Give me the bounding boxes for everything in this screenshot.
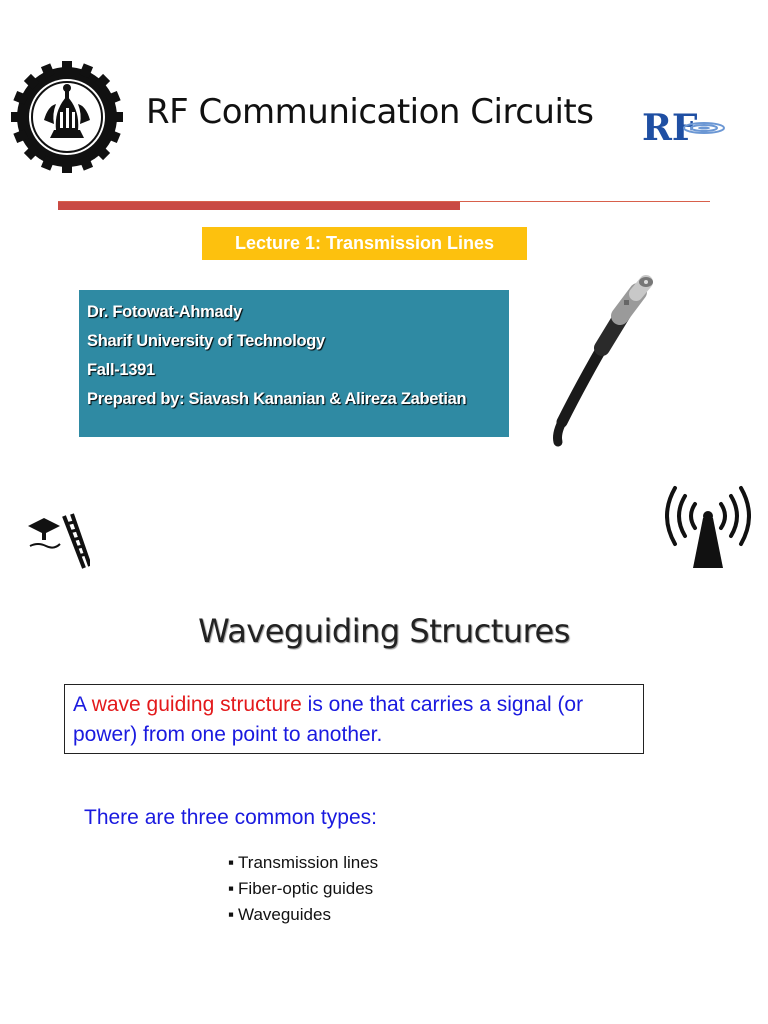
info-box xyxy=(79,290,509,437)
types-list xyxy=(228,850,378,928)
list-item: ▪ Fiber-optic guides xyxy=(228,876,378,902)
rf-logo-icon xyxy=(640,102,730,148)
list-item: ▪ Transmission lines xyxy=(228,850,378,876)
graduation-cap-ladder-icon xyxy=(24,508,90,574)
divider-thick xyxy=(58,202,460,210)
definition-highlight: wave guiding structure xyxy=(91,693,302,716)
slide2-title: Waveguiding Structures xyxy=(198,612,570,650)
wireless-antenna-icon xyxy=(665,484,751,570)
lecture-label: Lecture 1: Transmission Lines xyxy=(234,233,495,253)
lecture-badge xyxy=(202,227,527,260)
rf-logo-text: RF xyxy=(642,107,698,148)
info-line-term: Fall-1391 xyxy=(87,361,155,379)
info-line-preparers: Prepared by: Siavash Kananian & Alireza Zabetian xyxy=(87,390,467,408)
definition-prefix: A xyxy=(73,693,92,716)
list-item: ▪ Waveguides xyxy=(228,902,378,928)
bnc-coax-cable-icon xyxy=(540,262,700,452)
definition-box xyxy=(64,684,644,754)
info-line-author: Dr. Fotowat-Ahmady xyxy=(87,303,243,321)
slide-title: RF Communication Circuits xyxy=(146,92,594,132)
definition-rest: is one that carries a signal (or power) from one point to another. xyxy=(73,693,584,746)
info-line-university: Sharif University of Technology xyxy=(87,332,325,350)
university-seal-icon xyxy=(10,60,124,174)
types-intro: There are three common types: xyxy=(84,806,377,829)
